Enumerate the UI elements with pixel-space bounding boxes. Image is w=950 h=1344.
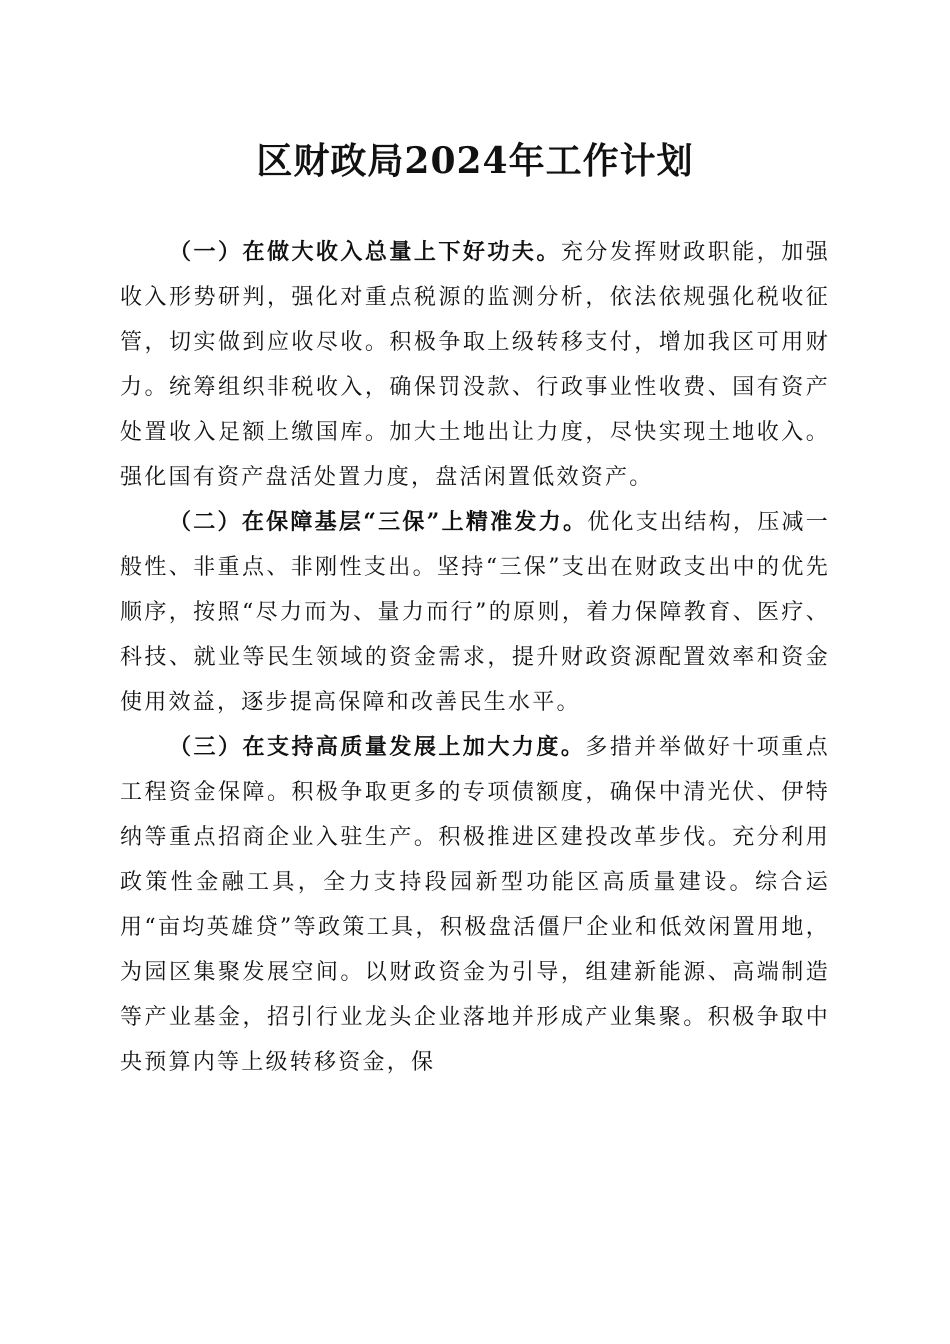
paragraph-3-text: 多措并举做好十项重点工程资金保障。积极争取更多的专项债额度，确保中清光伏、伊特纳等重点招商企业入驻生产。积极推进区建投改革步伐。充分利用政策性金融工具，全力支持段园新型功能区高质量建设。综合运用“亩均英雄贷”等政策工具，积极盘活僵尸企业和低效闲置用地，为园区集聚发展空间。以财政资金为引导，组建新能源、高端制造等产业基金，招引行业龙头企业落地并形成产业集聚。积极争取中央预算内等上级转移资金，保 bbox=[120, 735, 830, 1075]
paragraph-1 bbox=[120, 230, 830, 500]
paragraph-2-heading: （二）在保障基层“三保”上精准发力。 bbox=[169, 509, 588, 535]
document-body bbox=[120, 230, 830, 1085]
paragraph-3 bbox=[120, 725, 830, 1085]
paragraph-2 bbox=[120, 500, 830, 725]
document-title: 区财政局2024年工作计划 bbox=[256, 140, 694, 182]
paragraph-3-heading: （三）在支持高质量发展上加大力度。 bbox=[169, 734, 586, 760]
paragraph-2-text: 优化支出结构，压减一般性、非重点、非刚性支出。坚持“三保”支出在财政支出中的优先顺序，按照“尽力而为、量力而行”的原则，着力保障教育、医疗、科技、就业等民生领域的资金需求，提升财政资源配置效率和资金使用效益，逐步提高保障和改善民生水平。 bbox=[120, 510, 830, 715]
paragraph-1-text: 充分发挥财政职能，加强收入形势研判，强化对重点税源的监测分析，依法依规强化税收征管，切实做到应收尽收。积极争取上级转移支付，增加我区可用财力。统筹组织非税收入，确保罚没款、行政事业性收费、国有资产处置收入足额上缴国库。加大土地出让力度，尽快实现土地收入。强化国有资产盘活处置力度，盘活闲置低效资产。 bbox=[120, 240, 830, 490]
paragraph-1-heading: （一）在做大收入总量上下好功夫。 bbox=[169, 239, 561, 265]
